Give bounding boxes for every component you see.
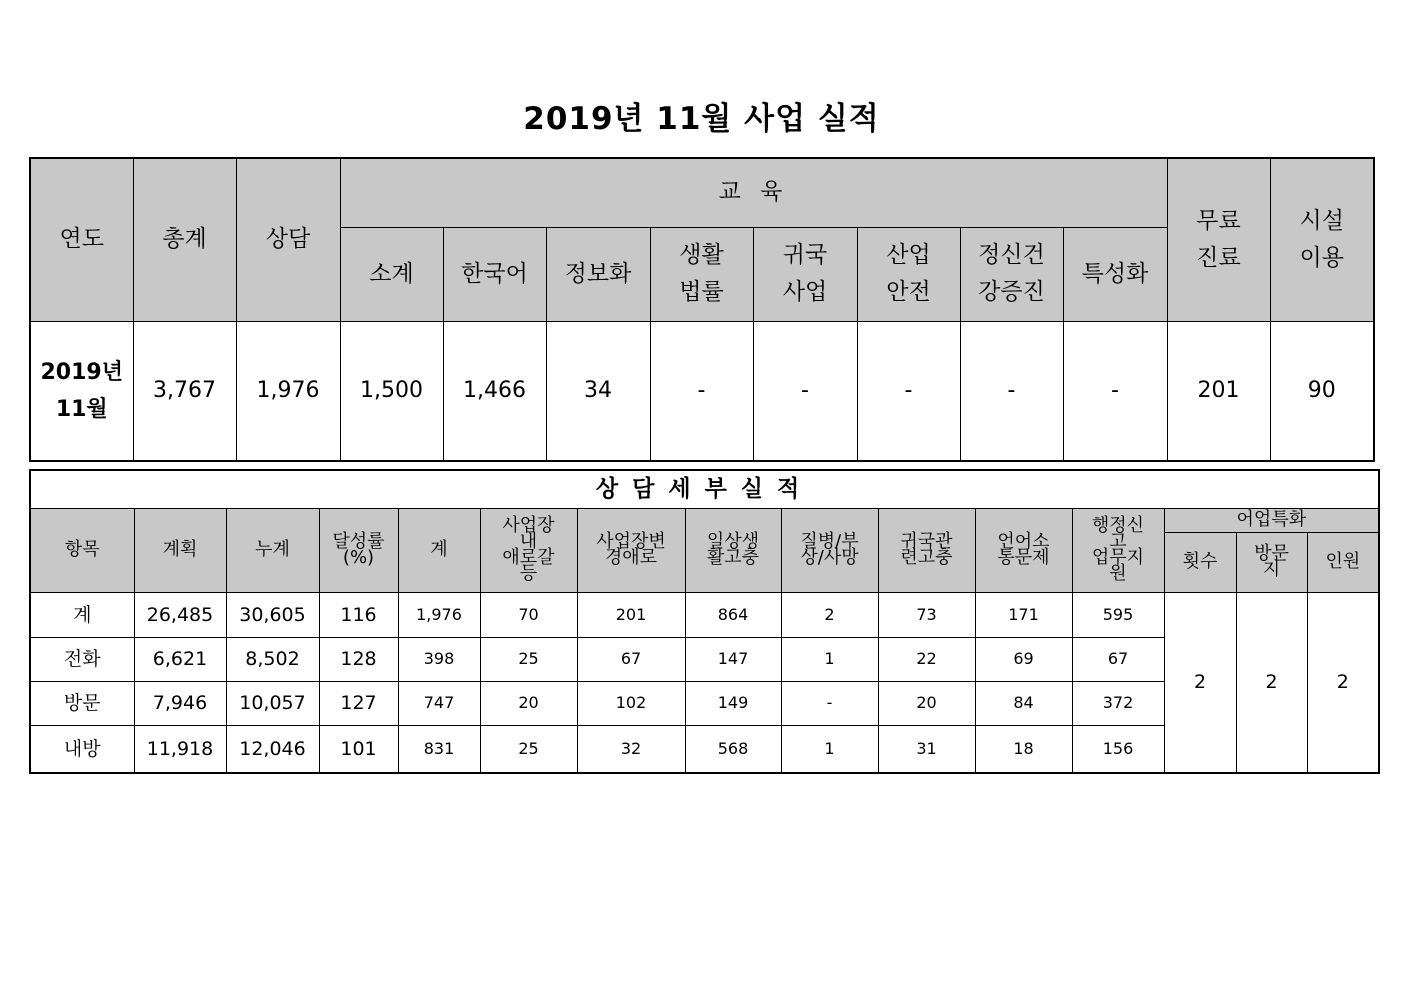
cell-edu-special: - (1063, 321, 1167, 461)
cell-plan: 26,485 (134, 592, 226, 637)
header-cumulative: 누계 (226, 508, 319, 592)
header-fishery-count: 횟수 (1164, 532, 1236, 592)
cell-value: 25 (480, 725, 577, 773)
cell-value: 398 (398, 637, 480, 681)
cell-value: 25 (480, 637, 577, 681)
header-return: 귀국관 련고충 (878, 508, 975, 592)
cell-value: 20 (480, 681, 577, 725)
header-free-medical: 무료 진료 (1167, 158, 1270, 321)
header-rate: 달성률 (%) (319, 508, 398, 592)
row-label: 방문 (30, 681, 134, 725)
section-title: 상담세부실적 (30, 470, 1379, 508)
cell-rate: 127 (319, 681, 398, 725)
cell-value: 67 (1072, 637, 1164, 681)
cell-cumulative: 10,057 (226, 681, 319, 725)
cell-fishery-count: 2 (1164, 592, 1236, 773)
header-edu-mental: 정신건 강증진 (960, 227, 1063, 321)
cell-value: 864 (685, 592, 781, 637)
cell-cumulative: 30,605 (226, 592, 319, 637)
cell-value: 1 (781, 637, 878, 681)
row-label: 계 (30, 592, 134, 637)
cell-edu-return: - (753, 321, 857, 461)
cell-value: 22 (878, 637, 975, 681)
cell-value: 70 (480, 592, 577, 637)
cell-edu-korean: 1,466 (443, 321, 546, 461)
cell-value: 831 (398, 725, 480, 773)
cell-cumulative: 8,502 (226, 637, 319, 681)
cell-value: 20 (878, 681, 975, 725)
header-language: 언어소 통문제 (975, 508, 1072, 592)
cell-value: 372 (1072, 681, 1164, 725)
header-facility: 시설 이용 (1270, 158, 1374, 321)
cell-plan: 7,946 (134, 681, 226, 725)
header-illness: 질병/부 상/사망 (781, 508, 878, 592)
cell-value: 171 (975, 592, 1072, 637)
cell-value: 147 (685, 637, 781, 681)
cell-cumulative: 12,046 (226, 725, 319, 773)
header-edu-law: 생활 법률 (650, 227, 753, 321)
cell-plan: 11,918 (134, 725, 226, 773)
header-workplace-conflict: 사업장 내 애로갈 등 (480, 508, 577, 592)
cell-edu-law: - (650, 321, 753, 461)
row-label: 전화 (30, 637, 134, 681)
cell-value: 67 (577, 637, 685, 681)
cell-free-medical: 201 (1167, 321, 1270, 461)
cell-value: - (781, 681, 878, 725)
cell-year: 2019년 11월 (30, 321, 133, 461)
cell-value: 156 (1072, 725, 1164, 773)
header-edu-special: 특성화 (1063, 227, 1167, 321)
cell-edu-it: 34 (546, 321, 650, 461)
header-fishery-visit: 방문 지 (1236, 532, 1307, 592)
header-total: 총계 (133, 158, 236, 321)
row-label: 내방 (30, 725, 134, 773)
cell-facility: 90 (1270, 321, 1374, 461)
header-admin: 행정신 고 업무지 원 (1072, 508, 1164, 592)
header-edu-safety: 산업 안전 (857, 227, 960, 321)
cell-value: 84 (975, 681, 1072, 725)
cell-value: 31 (878, 725, 975, 773)
cell-plan: 6,621 (134, 637, 226, 681)
cell-value: 149 (685, 681, 781, 725)
counsel-detail-table (29, 469, 1380, 774)
cell-edu-subtotal: 1,500 (340, 321, 443, 461)
header-item: 항목 (30, 508, 134, 592)
summary-table (29, 157, 1375, 462)
cell-edu-safety: - (857, 321, 960, 461)
cell-value: 32 (577, 725, 685, 773)
cell-value: 568 (685, 725, 781, 773)
cell-value: 201 (577, 592, 685, 637)
header-workplace-change: 사업장변 경애로 (577, 508, 685, 592)
header-year: 연도 (30, 158, 133, 321)
header-fishery-people: 인원 (1307, 532, 1379, 592)
page-title: 2019년 11월 사업 실적 (523, 101, 880, 137)
cell-counsel: 1,976 (236, 321, 340, 461)
cell-value: 73 (878, 592, 975, 637)
header-edu-korean: 한국어 (443, 227, 546, 321)
cell-fishery-visit: 2 (1236, 592, 1307, 773)
cell-value: 102 (577, 681, 685, 725)
cell-value: 747 (398, 681, 480, 725)
header-education: 교 육 (340, 158, 1167, 227)
cell-total: 3,767 (133, 321, 236, 461)
cell-value: 18 (975, 725, 1072, 773)
cell-value: 1 (781, 725, 878, 773)
cell-value: 595 (1072, 592, 1164, 637)
cell-value: 69 (975, 637, 1072, 681)
cell-fishery-people: 2 (1307, 592, 1379, 773)
header-fishery-special: 어업특화 (1164, 508, 1379, 532)
cell-rate: 116 (319, 592, 398, 637)
cell-value: 1,976 (398, 592, 480, 637)
header-plan: 계획 (134, 508, 226, 592)
cell-rate: 101 (319, 725, 398, 773)
header-edu-it: 정보화 (546, 227, 650, 321)
cell-value: 2 (781, 592, 878, 637)
cell-rate: 128 (319, 637, 398, 681)
header-counsel: 상담 (236, 158, 340, 321)
header-daily-life: 일상생 활고충 (685, 508, 781, 592)
header-edu-return: 귀국 사업 (753, 227, 857, 321)
header-sum: 계 (398, 508, 480, 592)
header-edu-subtotal: 소계 (340, 227, 443, 321)
cell-edu-mental: - (960, 321, 1063, 461)
